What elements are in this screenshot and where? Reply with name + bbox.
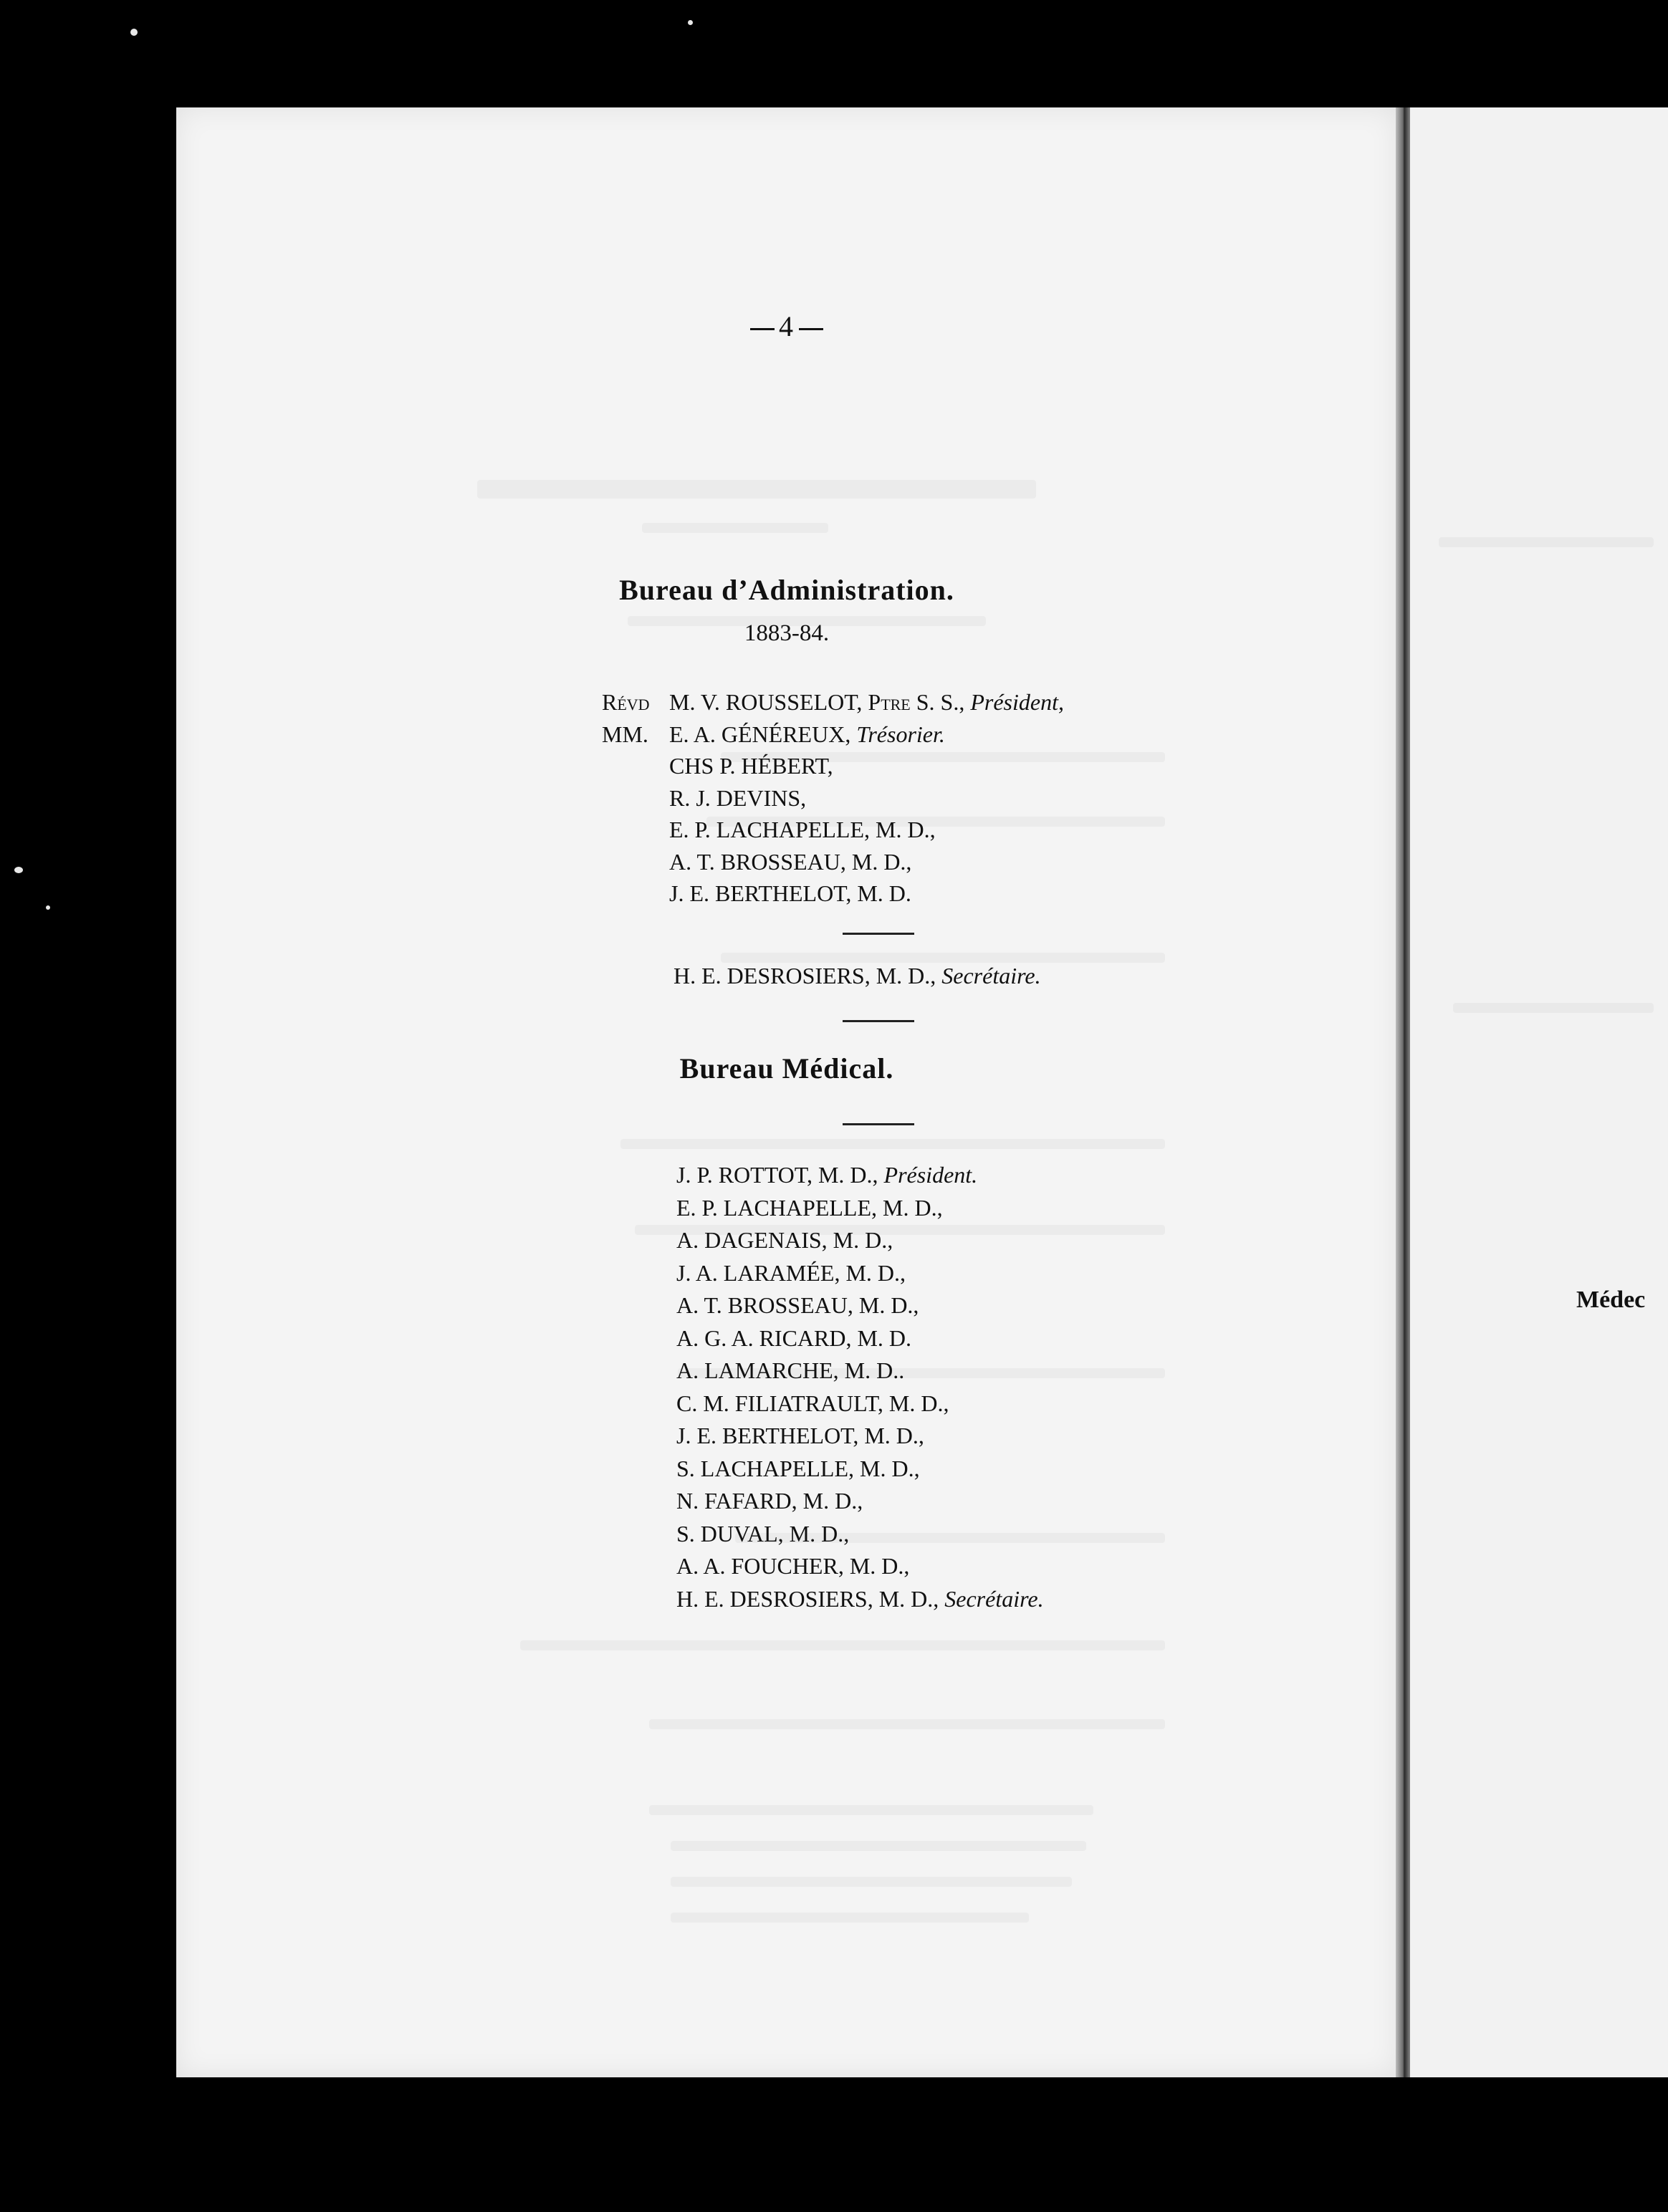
page-number — [176, 309, 1397, 343]
adjacent-page — [1410, 107, 1668, 2077]
medical-member-list — [676, 1159, 1044, 1615]
medical-member — [676, 1224, 1044, 1257]
medical-heading: Bureau Médical. — [679, 1052, 894, 1085]
member-title: Ptre — [868, 689, 911, 715]
admin-year: 1883-84. — [744, 620, 830, 646]
scan-speck — [688, 20, 693, 25]
member-name: E. A. GÉNÉREUX, — [669, 721, 857, 747]
member-name: J. E. BERTHELOT, M. D., — [676, 1423, 924, 1448]
adjacent-page-heading-fragment: Médec — [1576, 1287, 1646, 1313]
medical-member — [676, 1192, 1044, 1225]
admin-member — [602, 686, 1064, 718]
admin-member — [602, 846, 1064, 878]
bleed-through — [671, 1877, 1072, 1887]
scan-speck — [46, 905, 50, 910]
member-name: J. A. LARAMÉE, M. D., — [676, 1259, 906, 1286]
section-rule — [843, 1020, 914, 1022]
medical-member — [676, 1159, 1044, 1192]
member-name: A. A. FOUCHER, M. D., — [676, 1553, 910, 1579]
member-name: E. P. LACHAPELLE, M. D., — [669, 817, 936, 842]
medical-member — [676, 1420, 1044, 1453]
member-name: A. T. BROSSEAU, M. D., — [669, 848, 912, 875]
member-name: E. P. LACHAPELLE, M. D., — [676, 1194, 943, 1221]
member-name: A. T. BROSSEAU, M. D., — [676, 1292, 919, 1318]
medical-member — [676, 1322, 1044, 1355]
medical-member — [676, 1388, 1044, 1420]
bleed-through — [642, 523, 828, 533]
section-rule — [843, 1123, 914, 1125]
bleed-through — [520, 1640, 1165, 1650]
secretary-name: H. E. DESROSIERS, M. D., — [674, 963, 942, 989]
secretary-role: Secrétaire. — [941, 963, 1041, 989]
admin-member — [602, 750, 1064, 782]
bleed-through — [1453, 1003, 1654, 1013]
member-role: Président. — [883, 1162, 978, 1188]
medical-member — [676, 1453, 1044, 1486]
admin-secretary — [674, 960, 1041, 992]
bleed-through — [671, 1841, 1086, 1851]
medical-member — [676, 1518, 1044, 1551]
member-role: Secrétaire. — [944, 1585, 1044, 1612]
admin-heading: Bureau d’Administration. — [619, 574, 954, 606]
member-name: S. LACHAPELLE, M. D., — [676, 1455, 920, 1481]
admin-member — [602, 718, 1064, 751]
section-rule — [843, 933, 914, 935]
member-name: CHS P. HÉBERT, — [669, 753, 833, 779]
member-name: J. P. ROTTOT, M. D., — [676, 1162, 884, 1188]
member-role: Trésorier. — [856, 721, 945, 747]
document-page — [176, 107, 1397, 2077]
medical-member — [676, 1550, 1044, 1583]
member-name: R. J. DEVINS, — [669, 784, 807, 811]
member-prefix: MM. — [602, 721, 648, 747]
scan-speck — [14, 867, 23, 873]
bleed-through — [620, 1139, 1165, 1149]
scan-speck — [130, 29, 138, 36]
medical-member — [676, 1355, 1044, 1388]
book-gutter — [1396, 107, 1411, 2077]
member-prefix: Révd — [602, 689, 650, 715]
medical-member — [676, 1257, 1044, 1290]
bleed-through — [649, 1719, 1165, 1729]
member-name: S. DUVAL, M. D., — [676, 1520, 850, 1547]
medical-member — [676, 1583, 1044, 1616]
member-role: Président, — [970, 689, 1064, 715]
member-name: A. LAMARCHE, M. D.. — [676, 1357, 905, 1383]
member-order: S. S., — [910, 689, 971, 715]
medical-member — [676, 1485, 1044, 1518]
member-name: A. DAGENAIS, M. D., — [676, 1227, 893, 1253]
dash-left — [750, 328, 775, 330]
member-name: C. M. FILIATRAULT, M. D., — [676, 1390, 949, 1416]
member-name: H. E. DESROSIERS, M. D., — [676, 1585, 945, 1612]
member-name: M. V. ROUSSELOT, — [669, 689, 868, 715]
admin-member-list — [602, 686, 1064, 910]
dash-right — [799, 328, 823, 330]
member-name: J. E. BERTHELOT, M. D. — [669, 880, 911, 906]
member-name: A. G. A. RICARD, M. D. — [676, 1324, 912, 1351]
page-number-value: 4 — [779, 310, 795, 342]
bleed-through — [671, 1913, 1029, 1923]
bleed-through — [477, 480, 1036, 499]
bleed-through — [649, 1805, 1093, 1815]
member-name: N. FAFARD, M. D., — [676, 1488, 863, 1514]
medical-member — [676, 1289, 1044, 1322]
admin-member — [602, 877, 1064, 910]
bleed-through — [1439, 537, 1654, 547]
admin-member — [602, 782, 1064, 814]
admin-member — [602, 814, 1064, 846]
